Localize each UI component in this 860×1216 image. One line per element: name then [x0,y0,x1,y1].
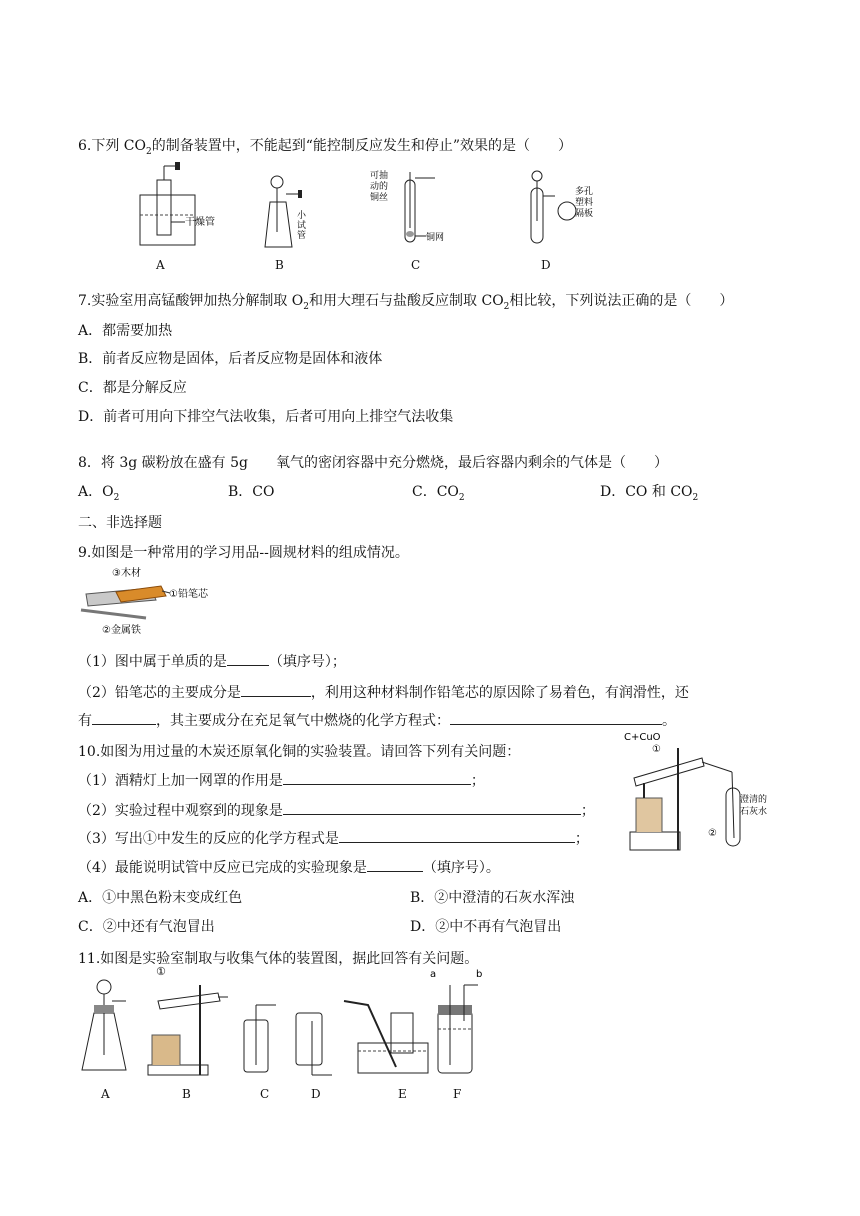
q8-option-c: C．$CO_2$ [412,484,465,503]
q10-stem: 10.如图为用过量的木炭还原氧化铜的实验装置。请回答下列有关问题： [78,744,521,760]
svg-text:b: b [476,969,483,980]
q6-label-c: C [411,258,421,272]
svg-text:多孔: 多孔 [575,187,594,197]
svg-text:石灰水: 石灰水 [740,807,768,817]
q10-part3: （3）写出①中发生的反应的化学方程式是 ； [78,828,589,848]
q7-option-b: B．前者反应物是固体，后者反应物是固体和液体 [78,351,383,367]
q9-part1: （1）图中属于单质的是 （填序号）； [78,651,346,671]
q7-option-a: A．都需要加热 [78,323,173,339]
q11-stem: 11.如图是实验室制取与收集气体的装置图，据此回答有关问题。 [78,951,479,967]
q10-option-d: D．②中不再有气泡冒出 [410,919,562,935]
q6-label-a: A [156,258,165,272]
q9-compass-figure [76,566,208,638]
q9-part3: 有 ，其主要成分在充足氧气中燃烧的化学方程式： 。 [78,710,676,730]
svg-text:a: a [430,969,437,980]
svg-text:动的: 动的 [370,182,389,192]
svg-text:②: ② [708,828,717,839]
svg-text:试: 试 [297,221,307,231]
q11-label-d: D [311,1087,321,1101]
q11-label-e: E [398,1087,407,1101]
svg-text:②金属铁: ②金属铁 [102,625,141,636]
q10-part2: （2）实验过程中观察到的现象是 ； [78,800,595,820]
q6-apparatus-a [135,160,250,250]
svg-text:③木材: ③木材 [112,568,141,579]
q11-apparatus-row [76,965,496,1080]
q10-apparatus [622,728,782,858]
q11-label-f: F [453,1087,462,1101]
q11-label-b: B [182,1087,191,1101]
q6-apparatus-d [525,166,605,246]
svg-text:C+CuO: C+CuO [624,732,661,743]
q9-part2: （2）铅笔芯的主要成分是 ，利用这种材料制作铅笔芯的原因除了易着色，有润滑性，还 [78,682,689,702]
q8-option-b: B．CO [228,484,275,500]
q10-part1: （1）酒精灯上加一网罩的作用是 ； [78,770,485,790]
svg-text:小: 小 [297,211,307,221]
q8-option-a: A．$O_2$ [78,484,120,503]
q10-part4: （4）最能说明试管中反应已完成的实验现象是 （填序号）。 [78,857,500,877]
q9-stem: 9.如图是一种常用的学习用品--圆规材料的组成情况。 [78,545,409,561]
q11-label-c: C [260,1087,270,1101]
q8-option-d: D．CO 和 $CO_2$ [600,484,699,503]
q11-label-a: A [101,1087,110,1101]
svg-text:①: ① [156,965,166,978]
svg-text:塑料: 塑料 [575,198,594,208]
section-heading: 二、非选择题 [78,515,162,531]
q6-apparatus-b [260,172,330,252]
q6-apparatus-c [370,168,460,248]
svg-text:①: ① [652,744,661,755]
svg-text:管: 管 [297,231,307,241]
svg-text:干燥管: 干燥管 [185,217,215,228]
q7-option-d: D．前者可用向下排空气法收集，后者可用向上排空气法收集 [78,409,454,425]
q8-stem: 8．将 3g 碳粉放在盛有 5g 氧气的密闭容器中充分燃烧，最后容器内剩余的气体是（ ） [78,455,668,471]
q10-option-c: C．②中还有气泡冒出 [78,919,215,935]
q10-option-b: B．②中澄清的石灰水浑浊 [410,890,575,906]
svg-text:铜网: 铜网 [426,233,445,243]
q10-option-a: A．①中黑色粉末变成红色 [78,890,243,906]
q6-stem: 6.下列 $CO_2$的制备装置中，不能起到“能控制反应发生和停止”效果的是（ ） [78,138,573,157]
svg-text:澄清的: 澄清的 [740,795,768,805]
svg-text:可抽: 可抽 [370,171,389,181]
q6-label-b: B [275,258,284,272]
q6-label-d: D [541,258,551,272]
svg-text:铜丝: 铜丝 [370,193,389,203]
svg-text:①铅笔芯: ①铅笔芯 [169,589,208,600]
q7-option-c: C．都是分解反应 [78,380,187,396]
q7-stem: 7.实验室用高锰酸钾加热分解制取 $O_2$和用大理石与盐酸反应制取 $CO_2$相比较，下列说法正确的是（ ） [78,293,734,312]
svg-text:隔板: 隔板 [575,209,594,219]
